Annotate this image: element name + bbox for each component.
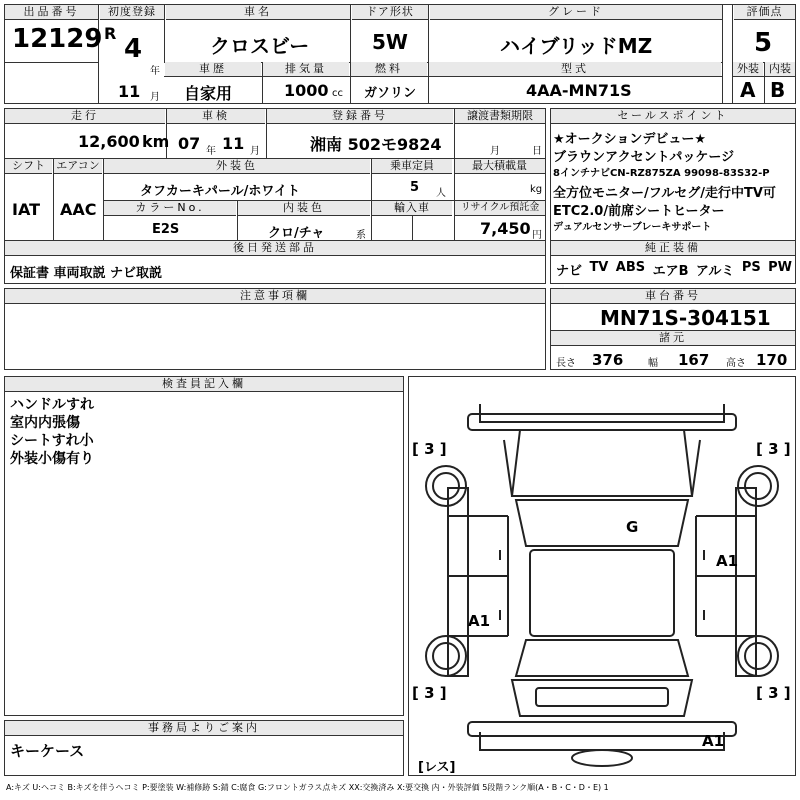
transfer-label: 譲渡書類期限 <box>455 109 545 124</box>
equipment-item: PW <box>768 260 792 275</box>
recycle-label: リサイクル預託金 <box>455 201 545 216</box>
equipment-item: アルミ <box>695 264 735 279</box>
history: 自家用 <box>184 84 233 103</box>
ac-label: エアコン <box>54 159 102 174</box>
displacement: 1000 <box>284 81 329 100</box>
mileage-unit: km <box>142 132 170 151</box>
later-parts: 保証書 車両取説 ナビ取説 <box>10 266 163 281</box>
width: 167 <box>678 351 710 369</box>
equipment-list <box>556 260 792 279</box>
color-no: E2S <box>152 222 180 237</box>
ac: AAC <box>60 200 97 219</box>
rear-mark: A1 <box>702 732 725 750</box>
sales-point-line: デュアルセンサーブレーキサポート <box>553 222 712 233</box>
vehicle-diagram <box>408 376 796 776</box>
exterior-grade: A <box>740 78 756 102</box>
equipment-item: エアB <box>652 264 689 279</box>
reg-no-label: 登録番号 <box>267 109 453 124</box>
exterior-color: タフカーキパール/ホワイト <box>140 184 300 199</box>
mileage: 12,600 <box>78 132 140 151</box>
int-color-label: 内装色 <box>238 201 370 216</box>
height: 170 <box>756 351 788 369</box>
roof-mark: G <box>626 518 639 536</box>
capacity-unit: 人 <box>436 188 446 199</box>
grade-label: グレード <box>430 5 722 20</box>
displacement-unit: cc <box>332 88 343 99</box>
score-label: 評価点 <box>734 5 795 20</box>
inspection-label: 車検 <box>167 109 265 124</box>
office-label: 事務局よりご案内 <box>5 721 403 736</box>
chassis-number: MN71S-304151 <box>600 306 771 330</box>
car-name: クロスビー <box>210 34 310 58</box>
import-label: 輸入車 <box>372 201 452 216</box>
capacity-label: 乗車定員 <box>372 159 452 174</box>
month-unit: 月 <box>150 92 160 103</box>
equipment-item: TV <box>589 260 609 275</box>
shift: IAT <box>12 200 41 219</box>
door-label: ドア形状 <box>352 5 428 20</box>
transfer-day-unit: 日 <box>532 146 542 157</box>
grade: ハイブリッドMZ <box>500 34 653 58</box>
sales-point-line: ETC2.0/前席シートヒーター <box>553 204 725 219</box>
score: 5 <box>754 28 773 58</box>
length: 376 <box>592 351 624 369</box>
inspector-note-line: シートすれ小 <box>10 433 94 449</box>
tire-front-right-mark: [ 3 ] <box>756 440 791 458</box>
transfer-month-unit: 月 <box>490 146 500 157</box>
office-note: キーケース <box>10 742 85 760</box>
equipment-item: PS <box>741 260 761 275</box>
tire-front-left-mark: [ 3 ] <box>412 440 447 458</box>
first-reg-label: 初度登録 <box>100 5 164 20</box>
recycle-deposit: 7,450 <box>480 219 531 238</box>
inspector-note-line: ハンドルすれ <box>10 397 94 413</box>
color-label: 外装色 <box>104 159 370 174</box>
right-side-mark: A1 <box>716 552 739 570</box>
recycle-unit: 円 <box>532 230 542 241</box>
height-label: 高さ <box>726 358 746 369</box>
shift-label: シフト <box>5 159 52 174</box>
fuel: ガソリン <box>364 86 417 101</box>
sales-point-line: 全方位モニター/フルセグ/走行中TV可 <box>553 186 776 201</box>
chassis-label: 車台番号 <box>551 289 795 304</box>
int-color: クロ/チャ <box>268 226 325 241</box>
registration-number: 湘南 502モ9824 <box>310 135 442 154</box>
equipment-item: ABS <box>615 260 646 275</box>
inspector-note-line: 外装小傷有り <box>10 451 94 467</box>
inspection-year-unit: 年 <box>206 146 216 157</box>
lot-no-label: 出品番号 <box>5 5 98 20</box>
model-label: 型式 <box>429 62 721 76</box>
lot-no: 12129 <box>12 24 103 54</box>
inspector-note-line: 室内内張傷 <box>10 415 80 431</box>
sales-point-line: 8インチナビCN-RZ875ZA 99098-83S32-P <box>553 168 770 179</box>
spare-mark: [レス] <box>418 760 456 775</box>
load-unit: kg <box>530 184 543 195</box>
later-parts-label: 後日発送部品 <box>5 241 545 256</box>
left-side-mark: A1 <box>468 612 491 630</box>
history-label: 車歴 <box>165 62 261 76</box>
year-unit: 年 <box>150 66 160 77</box>
legend: A:キズ U:ヘコミ B:キズを伴うヘコミ P:要塗装 W:補修跡 S:錆 C:腐食 G:フロントガラス点キズ XX:交換済み X:要交換 内・外装評価 5段階ランク順(A・B・C・D・E) 1 <box>6 783 609 792</box>
inspector-label: 検査員記入欄 <box>5 377 403 392</box>
color-no-label: カラーNo. <box>104 201 236 216</box>
equipment-label: 純正装備 <box>551 241 795 256</box>
sales-point-line: ★オークションデビュー★ <box>553 132 707 147</box>
era: R <box>104 24 117 43</box>
sales-points-label: セールスポイント <box>551 109 795 124</box>
mileage-label: 走行 <box>5 109 165 124</box>
sales-point-line: ブラウンアクセントパッケージ <box>553 150 735 165</box>
inspection-month: 11 <box>222 134 245 153</box>
reg-year: 4 <box>124 34 143 64</box>
width-label: 幅 <box>648 358 658 369</box>
int-color-unit: 系 <box>356 230 366 241</box>
inspection-year: 07 <box>178 134 201 153</box>
tire-rear-right-mark: [ 3 ] <box>756 684 791 702</box>
notes-label: 注意事項欄 <box>5 289 545 304</box>
dims-label: 諸元 <box>551 331 795 346</box>
equipment-item: ナビ <box>556 264 583 279</box>
reg-month: 11 <box>118 82 141 101</box>
car-name-label: 車名 <box>166 5 350 20</box>
interior-grade: B <box>770 78 786 102</box>
fuel-label: 燃料 <box>351 62 427 76</box>
tire-rear-left-mark: [ 3 ] <box>412 684 447 702</box>
door-type: 5W <box>372 30 408 54</box>
exterior-label: 外装 <box>733 62 763 76</box>
capacity: 5 <box>410 180 420 195</box>
model: 4AA-MN71S <box>526 81 632 100</box>
length-label: 長さ <box>556 358 576 369</box>
displacement-label: 排気量 <box>263 62 349 76</box>
inspection-month-unit: 月 <box>250 146 260 157</box>
interior-label: 内装 <box>765 62 795 76</box>
load-label: 最大積載量 <box>454 159 545 174</box>
